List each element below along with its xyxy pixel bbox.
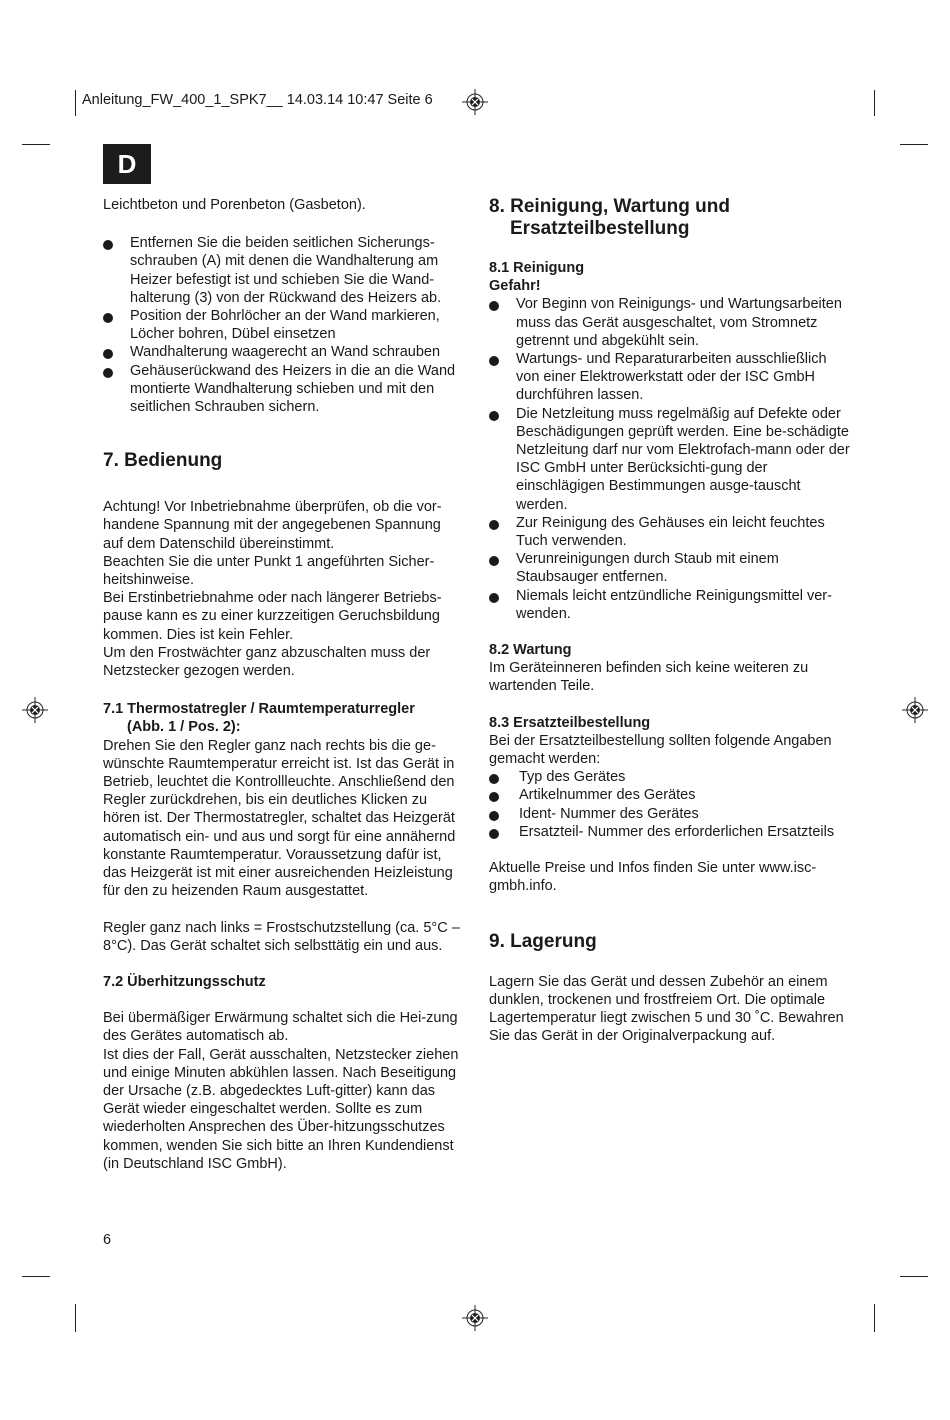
registration-mark-icon	[462, 1305, 488, 1331]
list-item: Niemals leicht entzündliche Reinigungsmittel ver-wenden.	[489, 587, 851, 623]
crop-mark-bottom-left-horizontal	[22, 1276, 50, 1277]
print-slug: Anleitung_FW_400_1_SPK7__ 14.03.14 10:47 Seite 6	[82, 92, 433, 108]
list-item: Wandhalterung waagerecht an Wand schrauben	[103, 343, 461, 361]
crop-mark-top-left-horizontal	[22, 144, 50, 145]
paragraph: Bei der Ersatzteilbestellung sollten folgende Angaben gemacht werden:	[489, 732, 832, 768]
subsection-title-wartung: 8.2 Wartung	[489, 642, 572, 659]
subsection-title-reinigung: 8.1 Reinigung	[489, 260, 585, 276]
registration-mark-icon	[22, 697, 48, 723]
registration-mark-icon	[462, 89, 488, 115]
paragraph: Lagern Sie das Gerät und dessen Zubehör an einem dunklen, trockenen und frostfreiem Ort. Die optimale Lagertemperatur liegt zwischen 5 und 30 ˚C. Bewahren Sie das Gerät in der Originalverpackung auf.	[489, 973, 844, 1045]
info-paragraph: Aktuelle Preise und Infos finden Sie unter www.isc-gmbh.info.	[489, 860, 817, 895]
list-item: Ident- Nummer des Gerätes	[489, 805, 851, 823]
list-item: Die Netzleitung muss regelmäßig auf Defekte oder Beschädigungen geprüft werden. Eine be-schädigte Netzleitung darf nur vom Elektrofach-mann oder der ISC GmbH unter Berücksichti-gung der einschlägigen Bestimmungen ausge-tauscht werden.	[489, 405, 851, 514]
list-item: Verunreinigungen durch Staub mit einem Staubsauger entfernen.	[489, 550, 851, 586]
spare-parts-list	[489, 768, 851, 841]
page-number: 6	[103, 1232, 112, 1248]
list-item: Position der Bohrlöcher an der Wand markieren, Löcher bohren, Dübel einsetzen	[103, 307, 461, 343]
paragraph: Um den Frostwächter ganz abzuschalten muss der Netzstecker gezogen werden.	[103, 644, 431, 680]
list-item: Wartungs- und Reparaturarbeiten ausschließlich von einer Elektrowerkstatt oder der ISC GmbH durchführen lassen.	[489, 350, 851, 405]
subsection-title-thermostat	[103, 700, 461, 736]
list-item: Zur Reinigung des Gehäuses ein leicht feuchtes Tuch verwenden.	[489, 514, 851, 550]
list-item: Ersatzteil- Nummer des erforderlichen Ersatzteils	[489, 823, 851, 841]
section-title-reinigung	[489, 196, 851, 240]
right-column	[489, 196, 851, 1045]
cleaning-list	[489, 295, 851, 623]
subsection-title-line: (Abb. 1 / Pos. 2):	[127, 719, 241, 736]
language-badge: D	[103, 144, 151, 184]
paragraph: Ist dies der Fall, Gerät ausschalten, Netzstecker ziehen und einige Minuten abkühlen lassen. Nach Beseitigung der Ursache (z.B. abgedecktes Luft-gitter) kann das Gerät wieder eingeschaltet werden. Sollte es zum wiederholten Ansprechen des Über-hitzungsschutzes kommen, wenden Sie sich bitte an Ihren Kundendienst (in Deutschland ISC GmbH).	[103, 1046, 459, 1172]
left-column	[103, 196, 461, 1173]
crop-mark-top-right-vertical	[874, 90, 875, 116]
intro-text: Leichtbeton und Porenbeton (Gasbeton).	[103, 197, 366, 213]
paragraph: Regler ganz nach links = Frostschutzstellung (ca. 5°C – 8°C). Das Gerät schaltet sich selbsttätig ein und aus.	[103, 919, 460, 954]
paragraph: Bei übermäßiger Erwärmung schaltet sich die Hei-zung des Gerätes automatisch ab.	[103, 1010, 458, 1045]
list-item: Entfernen Sie die beiden seitlichen Sicherungs-schrauben (A) mit denen die Wandhalterung am Heizer befestigt ist und schieben Sie die Wand-halterung (3) von der Rückwand des Heizers ab.	[103, 234, 461, 307]
subsection-title-line: 7.1 Thermostatregler / Raumtemperaturregler	[103, 701, 415, 718]
paragraph: Drehen Sie den Regler ganz nach rechts bis die ge-wünschte Raumtemperatur erreicht ist. Ist das Gerät in Betrieb, leuchtet die Kontrollleuchte. Anschließend den Regler zurückdrehen, bis ein deutliches Klicken zu hören ist. Der Thermostatregler, schaltet das Heizgerät automatisch ein- und aus und sorgt für eine annähernd konstante Raumtemperatur. Voraussetzung dafür ist, das Heizgerät ist mit einer ausreichenden Heizleistung für den zu heizenden Raum ausgestattet.	[103, 737, 456, 900]
list-item: Artikelnummer des Gerätes	[489, 786, 851, 804]
crop-mark-bottom-right-horizontal	[900, 1276, 928, 1277]
list-item: Typ des Gerätes	[489, 768, 851, 786]
section-title-bedienung: 7. Bedienung	[103, 450, 223, 472]
paragraph: Bei Erstinbetriebnahme oder nach längerer Betriebs-pause kann es zu einer kurzzeitigen Geruchsbildung kommen. Dies ist kein Fehler.	[103, 590, 442, 643]
crop-mark-top-right-horizontal	[900, 144, 928, 145]
registration-mark-icon	[902, 697, 928, 723]
section-title-line: Ersatzteilbestellung	[510, 218, 690, 239]
crop-mark-top-left-vertical	[75, 90, 76, 116]
subsection-title-overheat: 7.2 Überhitzungsschutz	[103, 973, 266, 990]
danger-label: Gefahr!	[489, 278, 541, 295]
subsection-title-ersatzteil: 8.3 Ersatzteilbestellung	[489, 714, 651, 731]
section-title-line: 8. Reinigung, Wartung und	[489, 196, 730, 217]
list-item: Gehäuserückwand des Heizers in die an die Wand montierte Wandhalterung schieben und mit den seitlichen Schrauben sichern.	[103, 362, 461, 417]
section-title-lagerung: 9. Lagerung	[489, 930, 597, 952]
crop-mark-bottom-left-vertical	[75, 1304, 76, 1332]
mounting-list	[103, 234, 461, 416]
paragraph: Beachten Sie die unter Punkt 1 angeführten Sicher-heitshinweise.	[103, 553, 435, 589]
paragraph: Im Geräteinneren befinden sich keine weiteren zu wartenden Teile.	[489, 660, 809, 695]
paragraph: Achtung! Vor Inbetriebnahme überprüfen, ob die vor-handene Spannung mit der angegebenen Spannung auf dem Datenschild übereinstimmt.	[103, 499, 442, 552]
list-item: Vor Beginn von Reinigungs- und Wartungsarbeiten muss das Gerät ausgeschaltet, vom Stromnetz getrennt und abgekühlt sein.	[489, 295, 851, 350]
crop-mark-bottom-right-vertical	[874, 1304, 875, 1332]
